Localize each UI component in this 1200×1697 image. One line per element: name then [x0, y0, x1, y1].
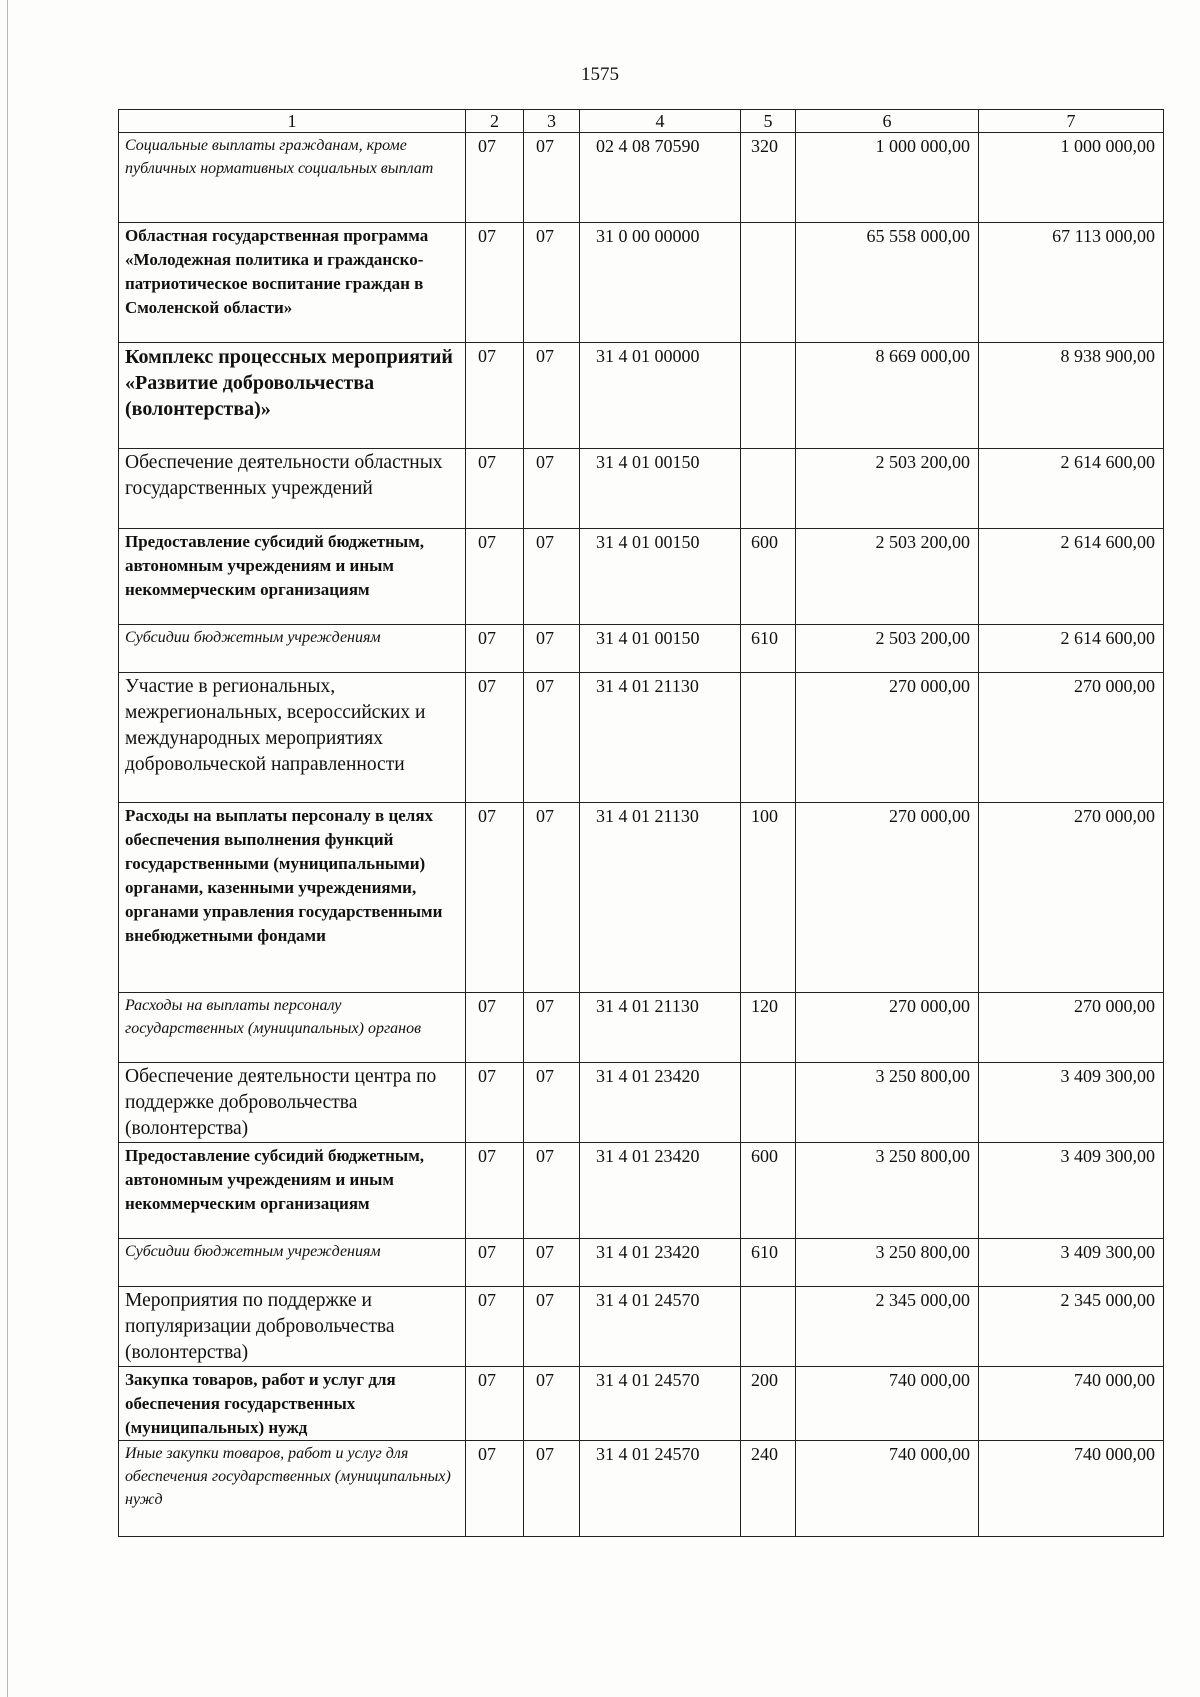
table-row: [119, 673, 1164, 803]
row-amount-year1: 3 250 800,00: [796, 1063, 979, 1143]
row-expense-type: 320: [741, 133, 796, 223]
row-subsection: 07: [524, 133, 580, 223]
row-expense-type: [741, 1287, 796, 1367]
column-header: 6: [796, 110, 979, 133]
row-target-article: 31 4 01 00000: [580, 343, 741, 449]
row-section: 07: [466, 343, 524, 449]
row-target-article: 31 4 01 00150: [580, 449, 741, 529]
row-name: Обеспечение деятельности центра по поддержке добровольчества (волонтерства): [119, 1063, 466, 1143]
row-expense-type: [741, 449, 796, 529]
row-expense-type: 200: [741, 1367, 796, 1441]
row-subsection: 07: [524, 1441, 580, 1537]
row-amount-year1: 8 669 000,00: [796, 343, 979, 449]
row-section: 07: [466, 449, 524, 529]
row-amount-year2: 2 345 000,00: [979, 1287, 1164, 1367]
row-section: 07: [466, 1239, 524, 1287]
row-amount-year2: 740 000,00: [979, 1441, 1164, 1537]
row-name: Социальные выплаты гражданам, кроме публичных нормативных социальных выплат: [119, 133, 466, 223]
row-amount-year1: 270 000,00: [796, 673, 979, 803]
row-section: 07: [466, 1367, 524, 1441]
row-target-article: 31 4 01 21130: [580, 993, 741, 1063]
row-name: Обеспечение деятельности областных государственных учреждений: [119, 449, 466, 529]
row-section: 07: [466, 529, 524, 625]
table-row: [119, 803, 1164, 993]
row-subsection: 07: [524, 1063, 580, 1143]
row-target-article: 31 4 01 24570: [580, 1367, 741, 1441]
row-expense-type: 240: [741, 1441, 796, 1537]
row-amount-year2: 2 614 600,00: [979, 625, 1164, 673]
row-target-article: 31 4 01 23420: [580, 1239, 741, 1287]
row-expense-type: 600: [741, 529, 796, 625]
row-expense-type: 610: [741, 1239, 796, 1287]
row-name: Иные закупки товаров, работ и услуг для обеспечения государственных (муниципальных) нужд: [119, 1441, 466, 1537]
row-name: Комплекс процессных мероприятий «Развитие добровольчества (волонтерства)»: [119, 343, 466, 449]
row-amount-year1: 65 558 000,00: [796, 223, 979, 343]
row-amount-year2: 740 000,00: [979, 1367, 1164, 1441]
row-target-article: 31 4 01 21130: [580, 803, 741, 993]
row-subsection: 07: [524, 223, 580, 343]
table-row: [119, 1143, 1164, 1239]
row-expense-type: 120: [741, 993, 796, 1063]
row-section: 07: [466, 625, 524, 673]
header-row: [119, 110, 1164, 133]
table-row: [119, 1441, 1164, 1537]
row-amount-year2: 3 409 300,00: [979, 1063, 1164, 1143]
row-section: 07: [466, 673, 524, 803]
row-amount-year2: 270 000,00: [979, 673, 1164, 803]
table-row: [119, 529, 1164, 625]
row-amount-year1: 3 250 800,00: [796, 1143, 979, 1239]
row-expense-type: [741, 343, 796, 449]
row-section: 07: [466, 1143, 524, 1239]
table-row: [119, 133, 1164, 223]
table-row: [119, 625, 1164, 673]
row-section: 07: [466, 1063, 524, 1143]
row-amount-year2: 270 000,00: [979, 993, 1164, 1063]
row-name: Субсидии бюджетным учреждениям: [119, 1239, 466, 1287]
row-section: 07: [466, 1287, 524, 1367]
row-name: Расходы на выплаты персоналу в целях обеспечения выполнения функций государственными (муниципальными) органами, казенными учреждениями, органами управления государственными внебюджетными фондами: [119, 803, 466, 993]
row-amount-year2: 8 938 900,00: [979, 343, 1164, 449]
row-subsection: 07: [524, 529, 580, 625]
row-amount-year1: 2 503 200,00: [796, 529, 979, 625]
row-name: Расходы на выплаты персоналу государственных (муниципальных) органов: [119, 993, 466, 1063]
row-section: 07: [466, 993, 524, 1063]
row-target-article: 31 0 00 00000: [580, 223, 741, 343]
row-target-article: 31 4 01 00150: [580, 625, 741, 673]
row-subsection: 07: [524, 673, 580, 803]
row-subsection: 07: [524, 343, 580, 449]
page-number: 1575: [581, 64, 619, 85]
row-amount-year1: 3 250 800,00: [796, 1239, 979, 1287]
row-target-article: 31 4 01 24570: [580, 1287, 741, 1367]
row-name: Областная государственная программа «Молодежная политика и гражданско-патриотическое воспитание граждан в Смоленской области»: [119, 223, 466, 343]
row-subsection: 07: [524, 1239, 580, 1287]
table-row: [119, 1367, 1164, 1441]
row-name: Участие в региональных, межрегиональных, всероссийских и международных мероприятиях добровольческой направленности: [119, 673, 466, 803]
row-target-article: 31 4 01 21130: [580, 673, 741, 803]
row-expense-type: 610: [741, 625, 796, 673]
row-subsection: 07: [524, 625, 580, 673]
row-amount-year1: 1 000 000,00: [796, 133, 979, 223]
table-row: [119, 1063, 1164, 1143]
row-subsection: 07: [524, 1143, 580, 1239]
row-section: 07: [466, 223, 524, 343]
table-row: [119, 1287, 1164, 1367]
row-amount-year1: 270 000,00: [796, 803, 979, 993]
column-header: 2: [466, 110, 524, 133]
row-expense-type: [741, 673, 796, 803]
row-subsection: 07: [524, 449, 580, 529]
row-target-article: 31 4 01 24570: [580, 1441, 741, 1537]
table-row: [119, 343, 1164, 449]
scan-edge-line: [7, 0, 8, 1697]
row-subsection: 07: [524, 1367, 580, 1441]
row-expense-type: 600: [741, 1143, 796, 1239]
row-amount-year1: 2 503 200,00: [796, 449, 979, 529]
column-header: 4: [580, 110, 741, 133]
row-section: 07: [466, 803, 524, 993]
row-subsection: 07: [524, 803, 580, 993]
column-header: 3: [524, 110, 580, 133]
row-expense-type: [741, 1063, 796, 1143]
row-amount-year1: 2 345 000,00: [796, 1287, 979, 1367]
row-amount-year2: 1 000 000,00: [979, 133, 1164, 223]
row-section: 07: [466, 133, 524, 223]
row-name: Предоставление субсидий бюджетным, автономным учреждениям и иным некоммерческим организациям: [119, 529, 466, 625]
row-amount-year2: 2 614 600,00: [979, 449, 1164, 529]
row-amount-year1: 270 000,00: [796, 993, 979, 1063]
column-header: 1: [119, 110, 466, 133]
row-amount-year1: 740 000,00: [796, 1367, 979, 1441]
row-target-article: 31 4 01 00150: [580, 529, 741, 625]
row-name: Закупка товаров, работ и услуг для обеспечения государственных (муниципальных) нужд: [119, 1367, 466, 1441]
budget-table: [118, 109, 1164, 1537]
row-expense-type: [741, 223, 796, 343]
row-amount-year2: 67 113 000,00: [979, 223, 1164, 343]
row-target-article: 02 4 08 70590: [580, 133, 741, 223]
row-amount-year2: 2 614 600,00: [979, 529, 1164, 625]
row-subsection: 07: [524, 1287, 580, 1367]
row-name: Субсидии бюджетным учреждениям: [119, 625, 466, 673]
row-amount-year1: 740 000,00: [796, 1441, 979, 1537]
table-row: [119, 449, 1164, 529]
table-row: [119, 223, 1164, 343]
row-expense-type: 100: [741, 803, 796, 993]
row-amount-year2: 3 409 300,00: [979, 1239, 1164, 1287]
row-name: Предоставление субсидий бюджетным, автономным учреждениям и иным некоммерческим организациям: [119, 1143, 466, 1239]
row-amount-year2: 3 409 300,00: [979, 1143, 1164, 1239]
row-target-article: 31 4 01 23420: [580, 1063, 741, 1143]
column-header: 7: [979, 110, 1164, 133]
table-row: [119, 1239, 1164, 1287]
row-name: Мероприятия по поддержке и популяризации добровольчества (волонтерства): [119, 1287, 466, 1367]
column-header: 5: [741, 110, 796, 133]
row-subsection: 07: [524, 993, 580, 1063]
table-row: [119, 993, 1164, 1063]
row-section: 07: [466, 1441, 524, 1537]
row-amount-year2: 270 000,00: [979, 803, 1164, 993]
row-amount-year1: 2 503 200,00: [796, 625, 979, 673]
row-target-article: 31 4 01 23420: [580, 1143, 741, 1239]
